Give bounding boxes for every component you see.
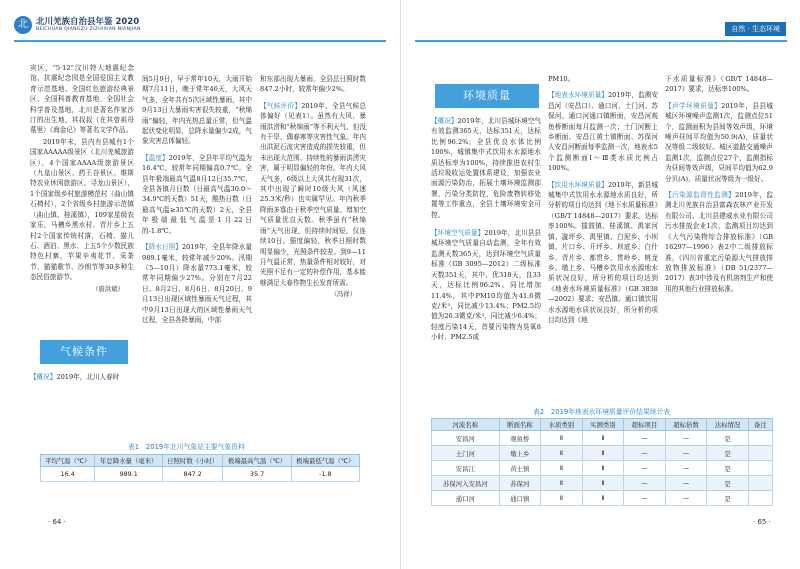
table-row xyxy=(432,491,773,506)
rain-sunshine-tag: 【降水日照】 xyxy=(142,243,182,252)
table-cell: Ⅱ xyxy=(582,446,624,461)
climate-eval-text: 2019年，全县气候总体偏好（见表1）。虽然有大风、暴雨洪涝和“秋绵雨”等不利天气，但没有干旱、偶春寒等灾害性气象。年内出洪泥石流灾害造成的损失较重，但未出现大范围、持续性的暴雨洪涝灾害，属于明显偏轻的年份。年内大风天气多，6级以上大风共有现31次，其中出现了瞬时10级大风（风速25.3米/秒）也实属罕见。年内秋季降雨多寡由于秋季空气质量、增加空气质量优良天数。秋季虽有“秋绵雨”天气出现，但持续时间短，仅连续10日。强度偏轻，秋季日照时数明显偏少，光照条件较差。到9—11月气温正常，热量条件相对较好，对光照不足有一定的补偿作用，基本能够满足大春作物生长发育所需。 xyxy=(260,101,366,287)
paragraph: PM10。 xyxy=(548,75,575,83)
table-header: 断面名称 xyxy=(499,419,541,431)
table-cell: 苏保河 xyxy=(499,476,541,491)
water-quality-table xyxy=(431,418,773,506)
paragraph: 2019年末，县内有县城有1个国家AAAAA级景区（北川羌城旅游区），4个国家AAAA级旅游景区（九皇山景区、药王谷景区、维斯特农业休闲旅游区、寻龙山景区），1个国家级乡村旅游模范村（曲山镇石椅村），2个省级乡村旅游示范镇（曲山镇、桂溪镇），109家星级农家乐，马槽乡黑水村、青片乡上五村2个国家传统村落，石椅、猫儿石、酒泊、黑水、上五5个少数民族特色村寨，苹果辛夷花节、采茶节、猫猫歌节、沙朗节等30多种生态民俗旅游节。 xyxy=(30,137,134,282)
env-overview-tag: 【概况】 xyxy=(431,117,458,125)
table-header: 备注 xyxy=(748,419,772,431)
table-cell: 通口河 xyxy=(432,491,500,506)
drinking-water-text: 2019年，新县城城集中式饮用水水源地水质良好，所分析的项目均达到《地下水质量标准》（GB/T 14848—2017）要求，达标率100%。擂鼓镇、桂溪镇、禹家河镇、漩坪乡、禹里镇、白泥乡、小坝镇、片口乡、开坪乡、坝底乡、白什乡、青片乡、都贯乡、贯岭乡、桃龙乡、墩上乡、马槽乡饮用水水源地水质状况良好，所分析的项目均达到《地表水环境质量标准》（GB 3838—2002）要求；安昌镇、通口镇饮用水水源地水质状况良好，所分析的项目均达到《地 xyxy=(548,180,658,324)
left-column-2 xyxy=(142,74,252,434)
table-row xyxy=(41,467,360,482)
table-cell: 是 xyxy=(707,431,749,446)
table-cell xyxy=(748,461,772,476)
table-cell xyxy=(748,431,772,446)
table-cell: 是 xyxy=(707,491,749,506)
air-quality-tag: 【环境空气质量】 xyxy=(431,229,485,238)
pollution-monitoring-text: 2019年，监测北川羌族自治县富森农林产业开发有限公司、北川县建威水业有限公司污水排放企业1次，监测项目均达到《大气污染物综合排放标准》（GB 16297—1996）表2中二级排放标准，《四川省重定污染源大气排放排放物排放标准》（DB 51/2377—2017）表3中涉及有机溶剂生产和使用的其他行业排放标准。 xyxy=(665,191,773,293)
table-row xyxy=(432,476,773,491)
table-cell: — xyxy=(624,491,666,506)
environment-section-header: 环境质量 xyxy=(435,84,539,108)
air-quality-text: 2019年，北川县县城环境空气质量自动监测，全年有效监测天数365天，达到环境空气质量标准（GB 3095—2012）二级标准天数351天，其中，优318天，良33天，达标比例96.2%。同比增加11.4%，其中PM10均值为41.6微克/米³，同比减少13.4%；PM2.5均值为26.3微克/米³，同比减少6.4%；轻度污染14天，首要污染物为臭氧8小时、PM2.5或 xyxy=(431,229,541,342)
rain-sunshine-text: 2019年，全县年降水量989.1毫米，较常年减少20%。汛期（5—10月）降水量773.1毫米，较常年同期偏少27%。分别在7月22日、8月2日、8月6日、8月20日、9月13日出现区域性暴雨天气过程，其中9月13日出现大的区域性暴雨天气过程，全县各降暴雨，中部 xyxy=(142,243,252,324)
table-cell xyxy=(748,476,772,491)
yearbook-subtitle: BEICHUAN QIANGZU ZIZHIXIAN NIANJIAN xyxy=(36,27,141,32)
table-header: 水质类别 xyxy=(541,419,583,431)
table-header: 极端最高气温（℃） xyxy=(223,455,291,467)
paragraph: 和东部出现大暴雨，全县总日照时数847.2小时，较常年偏少2%。 xyxy=(260,75,366,94)
overview-text: 2019年，北川人春时 xyxy=(56,373,120,381)
table-cell xyxy=(748,491,772,506)
table-cell: Ⅱ xyxy=(582,431,624,446)
left-column-3 xyxy=(260,74,366,434)
temperature-tag: 【温度】 xyxy=(142,153,169,162)
climate-eval-tag: 【气候评价】 xyxy=(260,101,302,110)
table-cell: — xyxy=(665,461,707,476)
table-cell: Ⅱ xyxy=(541,491,583,506)
pollution-monitoring-tag: 【污染源监督性监测】 xyxy=(665,191,736,200)
table-header: 日照时数（小时） xyxy=(162,455,223,467)
table-cell: Ⅱ xyxy=(541,446,583,461)
table-cell: 观鱼桥 xyxy=(499,431,541,446)
table-header: 年总降水量（毫米） xyxy=(95,455,162,467)
table-header: 极端最低气温（℃） xyxy=(291,455,359,467)
table-cell: -1.8 xyxy=(291,467,359,482)
table-cell: 35.7 xyxy=(223,467,291,482)
table-header: 超标项目 xyxy=(624,419,666,431)
table-cell: Ⅱ xyxy=(541,461,583,476)
table-cell: — xyxy=(624,461,666,476)
yearbook-title: 北川羌族自治县年鉴 2020 xyxy=(36,17,140,27)
left-column-1 xyxy=(30,63,134,335)
table-cell: — xyxy=(624,431,666,446)
table-cell: 是 xyxy=(707,461,749,476)
table-cell: Ⅱ xyxy=(541,431,583,446)
table-cell: 黄土镇 xyxy=(499,461,541,476)
page-number: · 64 · xyxy=(48,518,66,526)
table-header: 平均气温（℃） xyxy=(41,455,95,467)
overview-tag: 【概况】 xyxy=(30,373,57,381)
table-cell: — xyxy=(665,431,707,446)
table-cell: — xyxy=(665,446,707,461)
section-tab: 自然 · 生态环境 xyxy=(725,22,786,36)
yearbook-logo-icon: 北 xyxy=(14,16,32,34)
surface-water-tag: 【地表水环境质量】 xyxy=(548,91,608,100)
table-cell: 苏保河入安昌河 xyxy=(432,476,500,491)
surface-water-text: 2019年，监测安昌河（安昌口）、通口河、土门河、苏保河、通口河通口镇断面，安昌河观鱼桥断面每月监测一次；土门河断上乡断面、安昌江黄土镇断面、苏保河人安昌河断面每季监测一次，地表水5个监测断面Ⅰ～Ⅲ类水质比例占100%。 xyxy=(548,91,658,173)
author-signature: （唐洪斌） xyxy=(92,284,124,293)
table-cell: — xyxy=(665,491,707,506)
weather-table xyxy=(40,454,360,482)
climate-overview xyxy=(30,372,134,386)
right-column-1 xyxy=(431,116,541,400)
table-cell xyxy=(748,446,772,461)
table-cell: Ⅱ xyxy=(541,476,583,491)
paragraph: 间5月9日，早于常年10天，大雨开始期7月11日，晚于常年46天，大风天气多，全年共有5次区域性暴雨，其中9月13日大暴雨实害很失较重，“秋绵雨”偏轻，年内光热总量正常，但气温起伏变化明显，总降水量偏少2成，气象灾害总体偏轻。 xyxy=(142,75,252,146)
table-row xyxy=(432,446,773,461)
table-cell: Ⅱ xyxy=(582,476,624,491)
noise-text: 2019年，县县城城区环境噪声监测1次，监测点位51个，监测面积为县间等效声级，环境噪声昼间平均值为50.9(A)，质量状况等级二级较好。城区道路交通噪声监测1次，监测点位27个，监测指标为昼间等效声级，昼间平均值为62.9分贝(A)，质量状况等级为一级好。 xyxy=(665,101,773,183)
table-cell: 安昌江 xyxy=(432,461,500,476)
header-rule xyxy=(415,40,787,42)
table-cell: Ⅱ xyxy=(582,491,624,506)
right-page xyxy=(400,0,800,569)
table2-caption: 表2 2019年地表水环境质量评价结果统计表 xyxy=(533,408,671,416)
table-cell: — xyxy=(665,476,707,491)
env-overview-text: 2019年，北川县城环境空气有效监测365天，达标351天，达标比例96.2%；全县优良水体比例100%，城镇集中式饮用水水源地水质达标率为100%，持续推进农村生活垃圾收运处置体系建设，加强农业面源污染防治，拓展土壤环境监测部署，污染分类防控，危险废物转移处置等工作重点，全县土壤环境安全可控。 xyxy=(431,117,541,219)
table-cell: 墩上乡 xyxy=(499,446,541,461)
table-header: 实测类别 xyxy=(582,419,624,431)
table1-caption: 表1 2019年北川气象站主要气象资料 xyxy=(128,443,245,451)
drinking-water-tag: 【饮用水环境质量】 xyxy=(548,180,608,189)
right-column-2 xyxy=(548,74,658,400)
table-row xyxy=(432,461,773,476)
table-cell: 847.2 xyxy=(162,467,223,482)
table-cell: 安昌河 xyxy=(432,431,500,446)
table-header: 河流名称 xyxy=(432,419,500,431)
table-cell: — xyxy=(624,476,666,491)
climate-section-header: 气候条件 xyxy=(40,340,128,364)
table-cell: 通口镇 xyxy=(499,491,541,506)
paragraph: 下水质量标准》（GB/T 14848—2017）要求，达标率100%。 xyxy=(665,75,773,94)
author-signature: （冯祥） xyxy=(330,290,356,299)
table-cell: 是 xyxy=(707,476,749,491)
table-cell: — xyxy=(624,446,666,461)
table-cell: 是 xyxy=(707,446,749,461)
temperature-text: 2019年，全县年平均气温为16.4℃，较常年同期偏高0.7℃。全县年极端最高气温8月12日35.7℃，全县各镇月日数（日最高气温30.0～34.9℃的天数）51天，酷热日数（日最高气温≥35℃的天数）2天，全县年极端最低气温是1月22日的-1.8℃。 xyxy=(142,153,252,235)
table-cell: 土门河 xyxy=(432,446,500,461)
right-column-3 xyxy=(665,74,773,400)
table-cell: 16.4 xyxy=(41,467,95,482)
table-cell: 989.1 xyxy=(95,467,162,482)
table-cell: Ⅱ xyxy=(582,461,624,476)
table-row xyxy=(432,431,773,446)
noise-tag: 【声学环境质量】 xyxy=(665,101,722,110)
header-rule xyxy=(14,40,386,42)
table-header: 达标情况 xyxy=(707,419,749,431)
table-header: 超标倍数 xyxy=(665,419,707,431)
page-number: · 65 · xyxy=(753,518,771,526)
paragraph: 宾区，“5·12”汶川特大地震纪念馆、抗震纪念园是全国爱国主义教育示范基地、全国红色旅游经典景区、全国科普教育基地、全国社会科学普及基地，北川是著名作家沙汀的出生地，其叔叔（在其曾祖母墓里）《海金记》等著名文学作品。 xyxy=(30,64,134,135)
